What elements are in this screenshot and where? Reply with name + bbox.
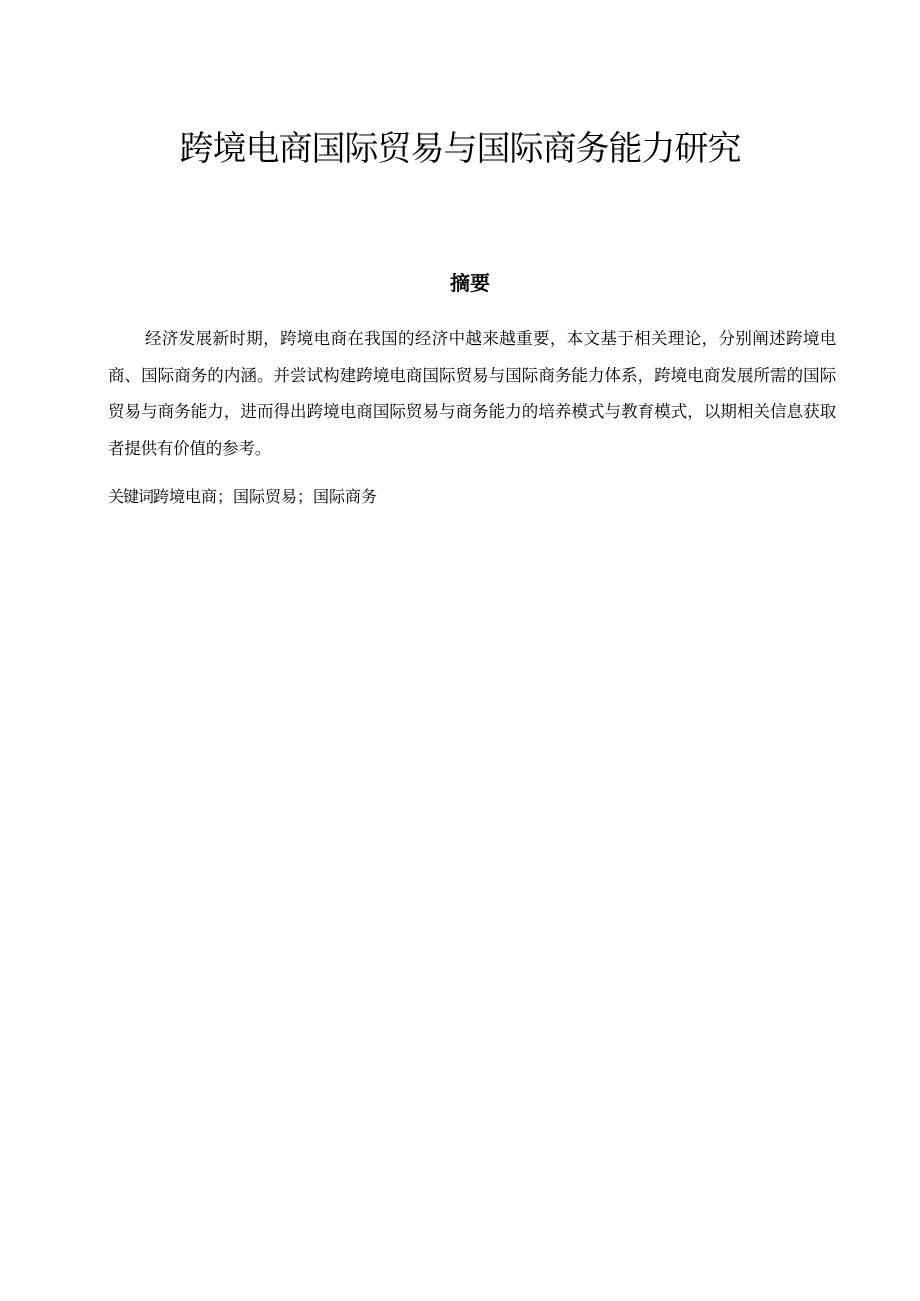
paper-title: 跨境电商国际贸易与国际商务能力研究 xyxy=(179,129,741,169)
abstract-body: 经济发展新时期，跨境电商在我国的经济中越来越重要，本文基于相关理论，分别阐述跨境电商、国际商务的内涵。并尝试构建跨境电商国际贸易与国际商务能力体系，跨境电商发展所需的国际贸易与商务能力，进而得出跨境电商国际贸易与商务能力的培养模式与教育模式，以期相关信息获取者提供有价值的参考。 xyxy=(108,329,836,458)
keywords-value: 跨境电商；国际贸易；国际商务 xyxy=(153,487,378,506)
keywords-line xyxy=(108,483,836,511)
keywords-label: 关键词 xyxy=(108,487,154,506)
abstract-heading: 摘要 xyxy=(450,271,490,295)
